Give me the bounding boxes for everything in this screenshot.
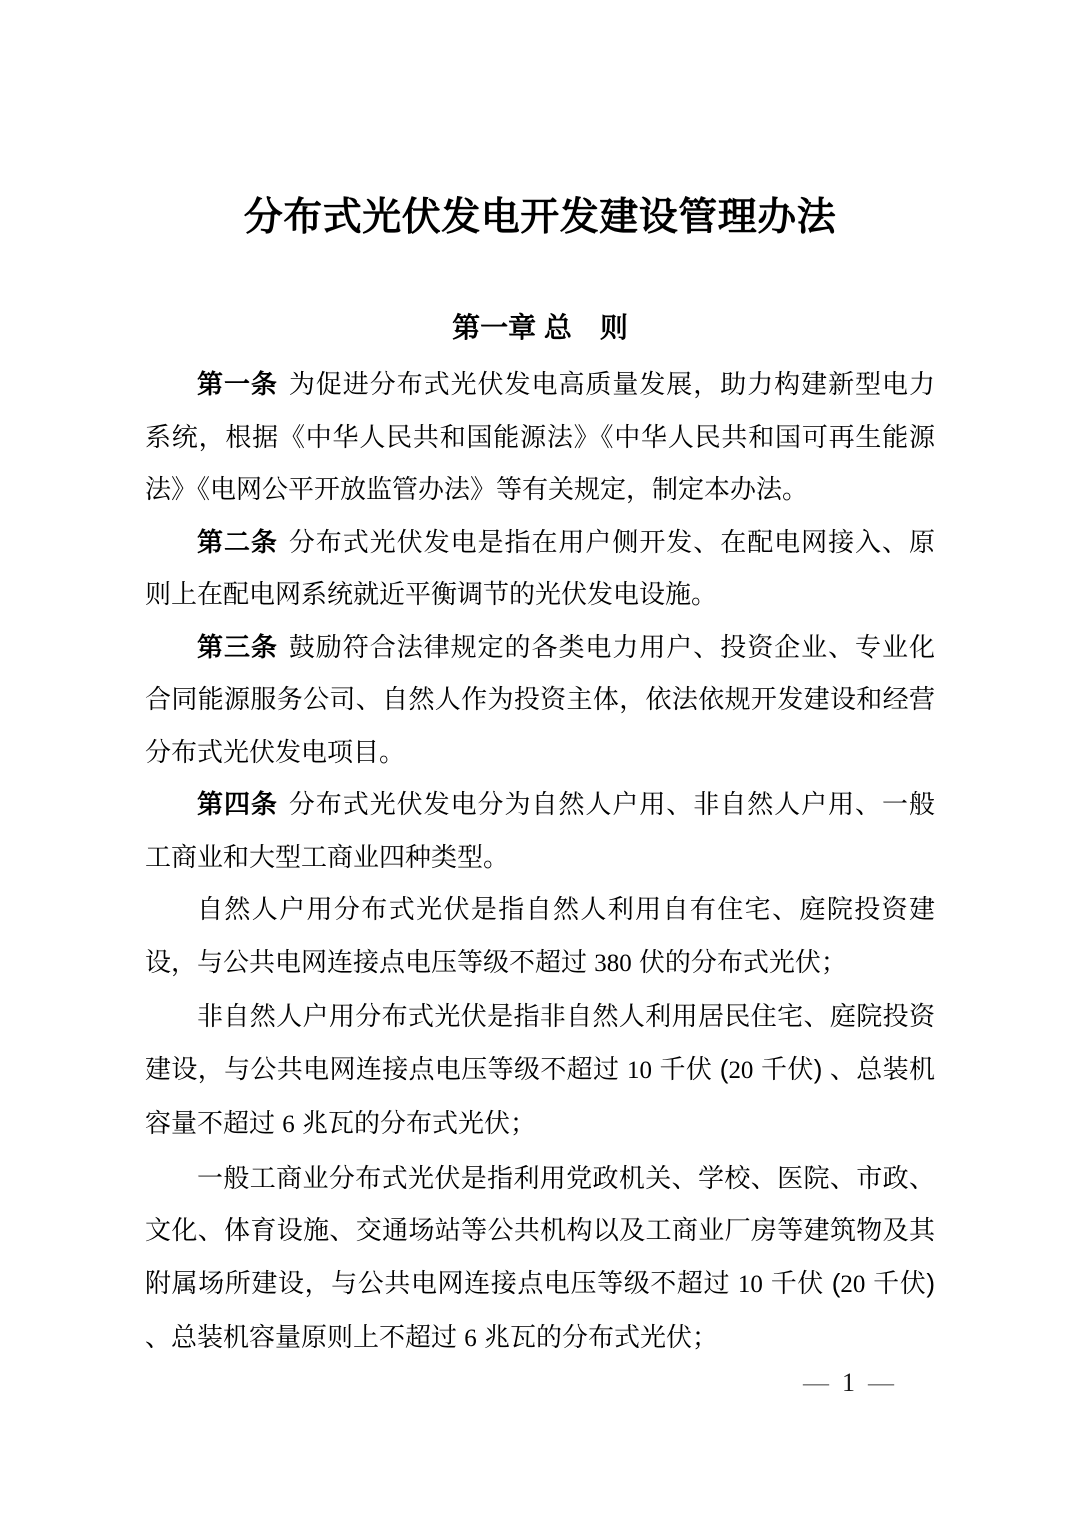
document-body (145, 358, 935, 1366)
paragraph (145, 990, 935, 1152)
paragraph-text: 分布式光伏发电是指在用户侧开发、在配电网接入、原则上在配电网系统就近平衡调节的光伏发电设施。 (145, 526, 935, 609)
paragraph-text: 为促进分布式光伏发电高质量发展，助力构建新型电力系统，根据《中华人民共和国能源法》《中华人民共和国可再生能源法》《电网公平开放监管办法》等有关规定，制定本办法。 (145, 369, 935, 504)
paragraph-text: 非自然人户用分布式光伏是指非自然人利用居民住宅、庭院投资建设，与公共电网连接点电压等级不超过 10 千伏 (20 千伏) 、总装机容量不超过 6 兆瓦的分布式光伏； (145, 1001, 935, 1138)
article-label: 第三条 (197, 631, 278, 662)
article-label: 第四条 (197, 789, 278, 819)
paragraph (145, 516, 935, 621)
paragraph-text: 鼓励符合法律规定的各类电力用户、投资企业、专业化合同能源服务公司、自然人作为投资主体，依法依规开发建设和经营分布式光伏发电项目。 (145, 631, 935, 767)
paragraph (145, 621, 935, 779)
chapter-heading: 第一章 总 则 (452, 312, 628, 343)
page-number-value: 1 (842, 1368, 855, 1397)
page-number-right-dash: — (868, 1368, 894, 1397)
paragraph-text: 一般工商业分布式光伏是指利用党政机关、学校、医院、市政、文化、体育设施、交通场站等公共机构以及工商业厂房等建筑物及其附属场所建设，与公共电网连接点电压等级不超过 10 千伏 (20 千伏) 、总装机容量原则上不超过 6 兆瓦的分布式光伏； (145, 1162, 935, 1352)
paragraph (145, 883, 935, 990)
paragraph (145, 778, 935, 883)
article-label: 第一条 (197, 369, 278, 399)
article-label: 第二条 (197, 526, 278, 557)
paragraph (145, 358, 935, 516)
page-number-left-dash: — (803, 1368, 829, 1397)
paragraph-text: 自然人户用分布式光伏是指自然人利用自有住宅、庭院投资建设，与公共电网连接点电压等级不超过 380 伏的分布式光伏； (145, 894, 935, 977)
paragraph-text: 分布式光伏发电分为自然人户用、非自然人户用、一般工商业和大型工商业四种类型。 (145, 789, 935, 872)
page-number (803, 1366, 894, 1399)
paragraph (145, 1152, 935, 1366)
document-title: 分布式光伏发电开发建设管理办法 (243, 196, 837, 239)
